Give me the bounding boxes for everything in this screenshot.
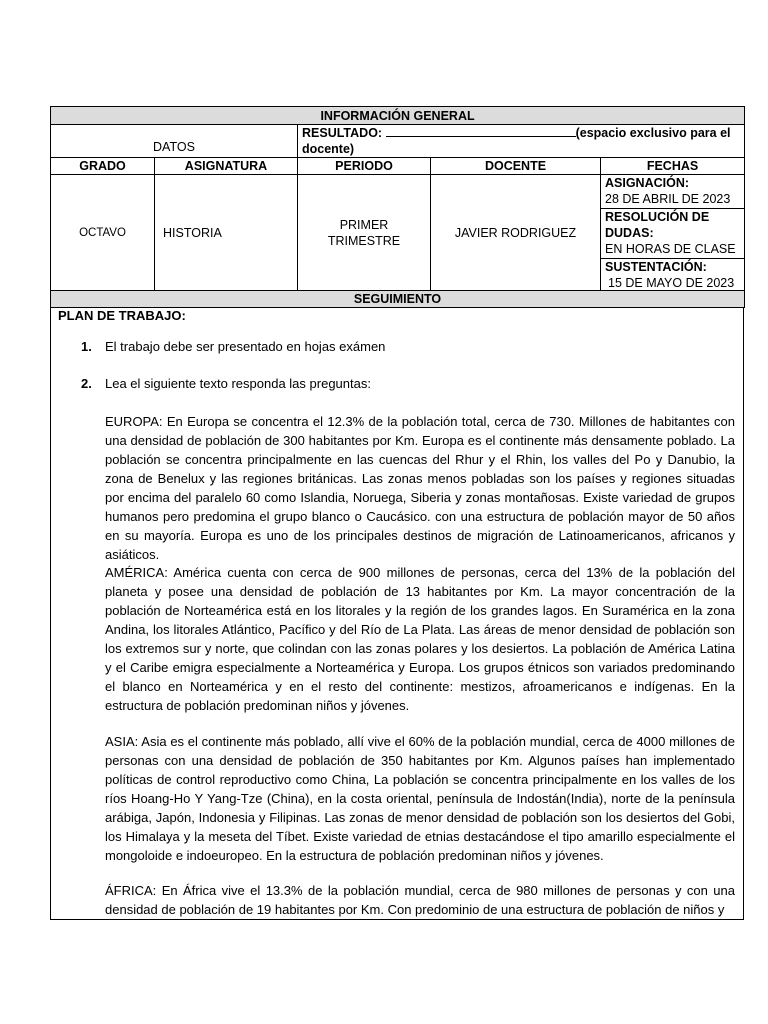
col-asignatura: ASIGNATURA xyxy=(155,158,298,175)
asignatura-value: HISTORIA xyxy=(155,175,298,291)
list-item-text: Lea el siguiente texto responda las preguntas: xyxy=(105,376,371,391)
fechas-cell xyxy=(601,175,745,291)
grado-value: OCTAVO xyxy=(51,175,155,291)
resolucion-label-1: RESOLUCIÓN DE xyxy=(605,210,710,224)
resultado-note: (espacio exclusivo para el docente) xyxy=(302,126,731,156)
plan-de-trabajo-section xyxy=(50,307,744,920)
datos-label: DATOS xyxy=(51,125,298,158)
list-item-number: 1. xyxy=(81,339,92,354)
resultado-field[interactable] xyxy=(298,125,745,158)
sustentacion-value: 15 DE MAYO DE 2023 xyxy=(608,276,735,290)
general-info-title: INFORMACIÓN GENERAL xyxy=(51,107,745,125)
plan-title: PLAN DE TRABAJO: xyxy=(58,308,186,323)
resultado-blank-line[interactable] xyxy=(386,125,576,137)
docente-value: JAVIER RODRIGUEZ xyxy=(431,175,601,291)
asignacion-label: ASIGNACIÓN: xyxy=(605,176,690,190)
resultado-label: RESULTADO: xyxy=(302,126,383,140)
list-item xyxy=(81,375,371,392)
paragraph-america: AMÉRICA: América cuenta con cerca de 900 millones de personas, cerca del 13% de la población del planeta y posee una densidad de población de 13 habitantes por Km. La mayor concentración de la población de Norteamérica está en los litorales y la región de los grandes lagos. En Suramérica en la zona Andina, los litorales Atlántico, Pacífico y del Río de La Plata. Las áreas de menor densidad de población son los extremos sur y norte, que colindan con las zonas polares y los desiertos. La población de América Latina y el Caribe emigra especialmente a Norteamérica y Europa. Los grupos étnicos son variados predominando el blanco en Norteamérica y en el resto del continente: mestizos, afroamericanos e indígenas. En la estructura de población predominan niños y jóvenes. xyxy=(105,565,735,713)
paragraph-europa: EUROPA: En Europa se concentra el 12.3% de la población total, cerca de 730. Millones de habitantes con una densidad de población de 300 habitantes por Km. Europa es el continente más densamente poblado. La población se concentra principalmente en las cuencas del Rhur y el Rhin, los valles del Po y Danubio, la zona de Benelux y las regiones británicas. Las zonas menos pobladas son los países y regiones situadas por encima del paralelo 60 como Islandia, Noruega, Siberia y zonas montañosas. Existe variedad de grupos humanos pero predomina el grupo blanco o Caucásico. con una estructura de población mayor de 50 años en su mayoría. Europa es uno de los principales destinos de migración de Latinoamericanos, africanos y asiáticos. xyxy=(105,414,735,562)
list-item xyxy=(81,338,385,355)
col-docente: DOCENTE xyxy=(431,158,601,175)
periodo-value: PRIMER TRIMESTRE xyxy=(298,175,431,291)
list-item-number: 2. xyxy=(81,376,92,391)
col-fechas: FECHAS xyxy=(601,158,745,175)
resolucion-value: EN HORAS DE CLASE xyxy=(605,242,736,256)
sustentacion-label: SUSTENTACIÓN: xyxy=(605,260,707,274)
general-info-table xyxy=(50,106,744,308)
list-item-text: El trabajo debe ser presentado en hojas exámen xyxy=(105,339,386,354)
asignacion-value: 28 DE ABRIL DE 2023 xyxy=(605,192,731,206)
seguimiento-title: SEGUIMIENTO xyxy=(51,291,745,308)
col-grado: GRADO xyxy=(51,158,155,175)
paragraph-africa: ÁFRICA: En África vive el 13.3% de la población mundial, cerca de 980 millones de personas y con una densidad de población de 19 habitantes por Km. Con predominio de una estructura de población de niños y xyxy=(105,883,735,917)
col-periodo: PERIODO xyxy=(298,158,431,175)
paragraph-asia: ASIA: Asia es el continente más poblado, allí vive el 60% de la población mundial, cerca de 4000 millones de personas con una densidad de población de 350 habitantes por Km. Algunos países han implementado políticas de control reproductivo como China, La población se concentra principalmente en los valles de los ríos Hoang-Ho Y Yang-Tze (China), en la costa oriental, península de Indostán(India), norte de la península arábiga, Japón, Indonesia y Filipinas. Las zonas de menor densidad de población son los desiertos del Gobi, los Himalaya y la meseta del Tíbet. Existe variedad de etnias destacándose el tipo amarillo especialmente el mongoloide e indoeuropeo. En la estructura de población predominan niños y jóvenes. xyxy=(105,734,735,863)
resolucion-label-2: DUDAS: xyxy=(605,226,654,240)
